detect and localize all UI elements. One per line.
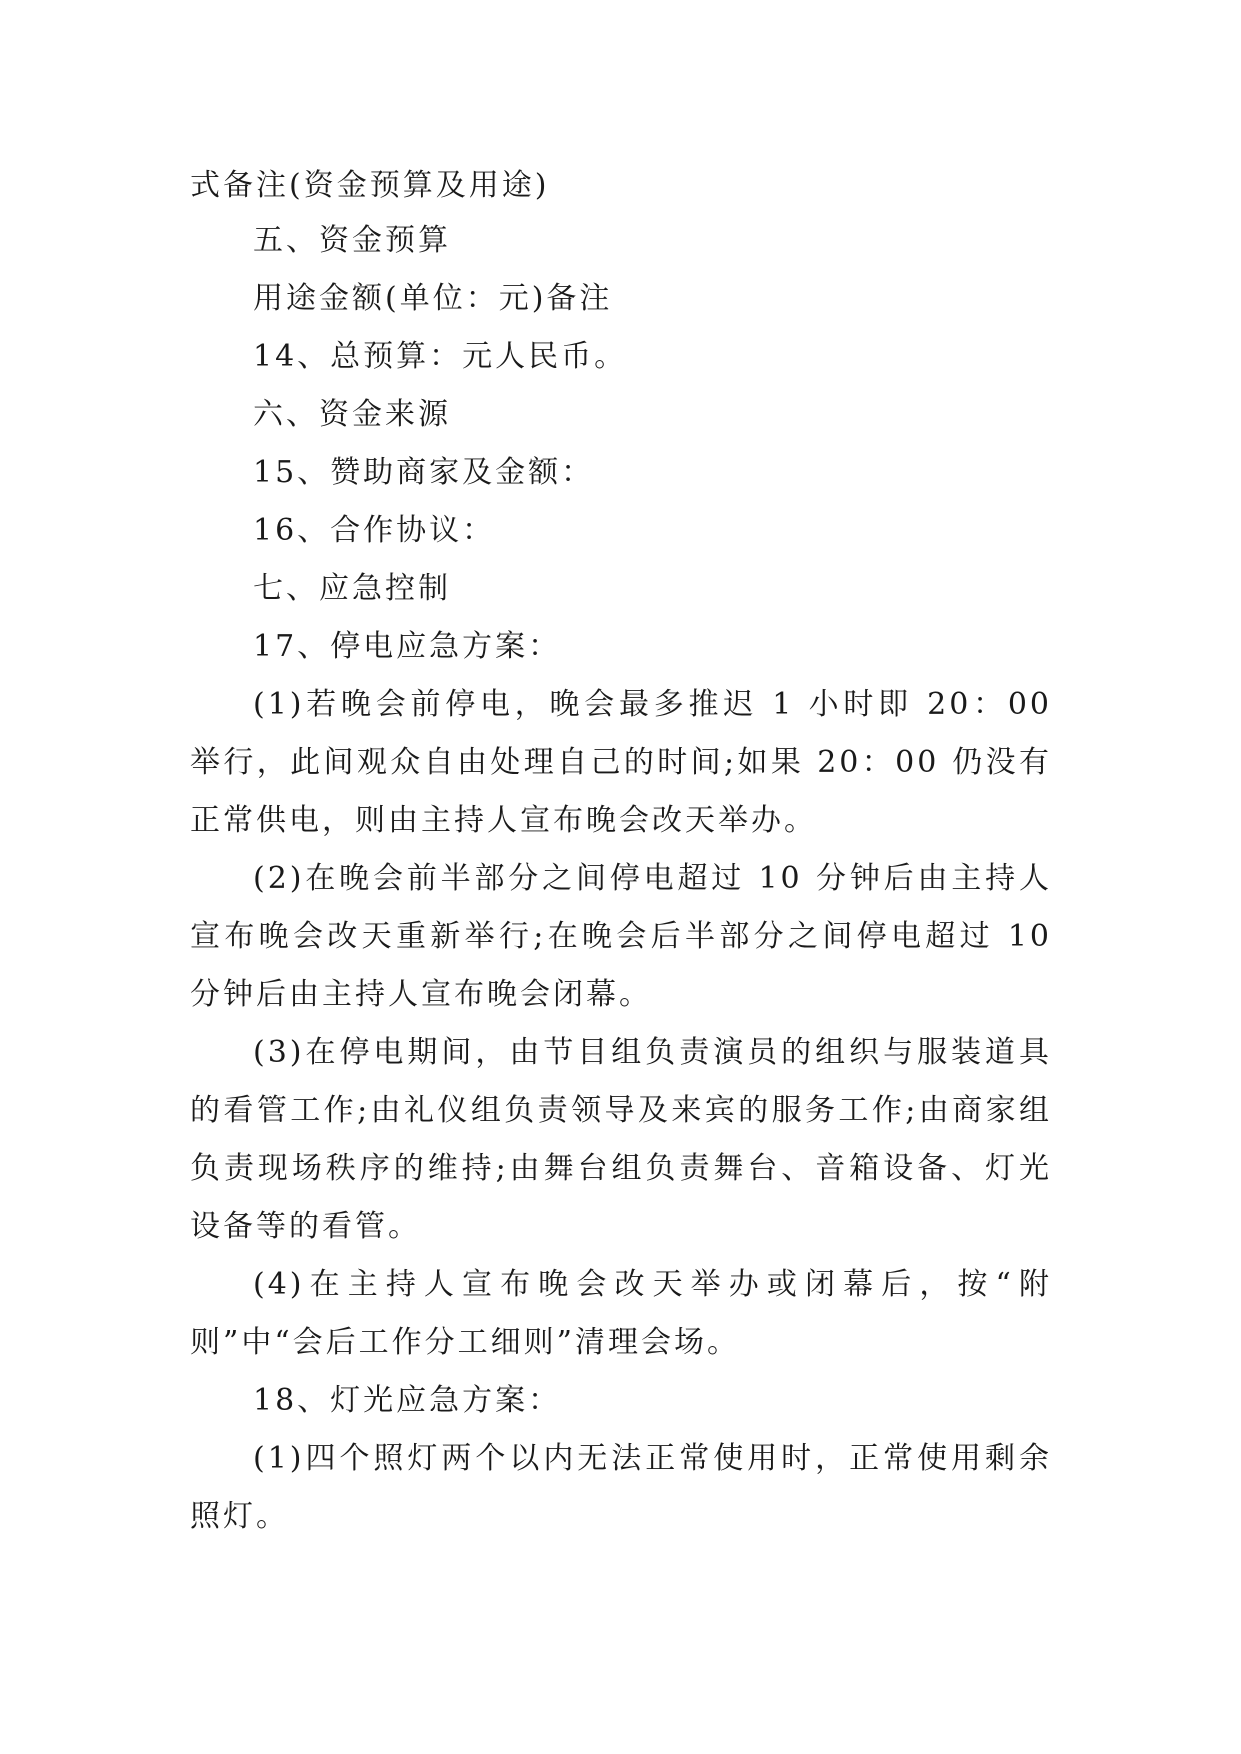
paragraph-outage-2: (2)在晚会前半部分之间停电超过 10 分钟后由主持人宣布晚会改天重新举行;在晚会后半部分之间停电超过 10 分钟后由主持人宣布晚会闭幕。: [190, 861, 1052, 1012]
item-17-power-outage-plan: 17、停电应急方案：: [253, 629, 562, 664]
item-16-agreement: 16、合作协议：: [253, 513, 496, 548]
paragraph-outage-4: (4)在主持人宣布晚会改天举办或闭幕后，按“附则”中“会后工作分工细则”清理会场。: [190, 1267, 1052, 1360]
paragraph-lighting-1: (1)四个照灯两个以内无法正常使用时，正常使用剩余照灯。: [190, 1441, 1052, 1534]
heading-fund-source: 六、资金来源: [253, 397, 451, 432]
item-14-total-budget: 14、总预算：元人民币。: [253, 339, 628, 374]
heading-emergency-control: 七、应急控制: [253, 571, 451, 606]
text-line-continuation: 式备注(资金预算及用途): [190, 168, 550, 203]
paragraph-outage-3: (3)在停电期间，由节目组负责演员的组织与服装道具的看管工作;由礼仪组负责领导及来宾的服务工作;由商家组负责现场秩序的维持;由舞台组负责舞台、音箱设备、灯光设备等的看管。: [190, 1035, 1052, 1244]
item-18-lighting-plan: 18、灯光应急方案：: [253, 1383, 562, 1418]
text-line-usage-amount: 用途金额(单位：元)备注: [253, 281, 613, 316]
document-body: [190, 160, 1052, 1546]
paragraph-outage-1: (1)若晚会前停电，晚会最多推迟 1 小时即 20：00 举行，此间观众自由处理自己的时间;如果 20：00 仍没有正常供电，则由主持人宣布晚会改天举办。: [190, 687, 1052, 838]
item-15-sponsors: 15、赞助商家及金额：: [253, 455, 595, 490]
heading-fund-budget: 五、资金预算: [253, 223, 451, 258]
